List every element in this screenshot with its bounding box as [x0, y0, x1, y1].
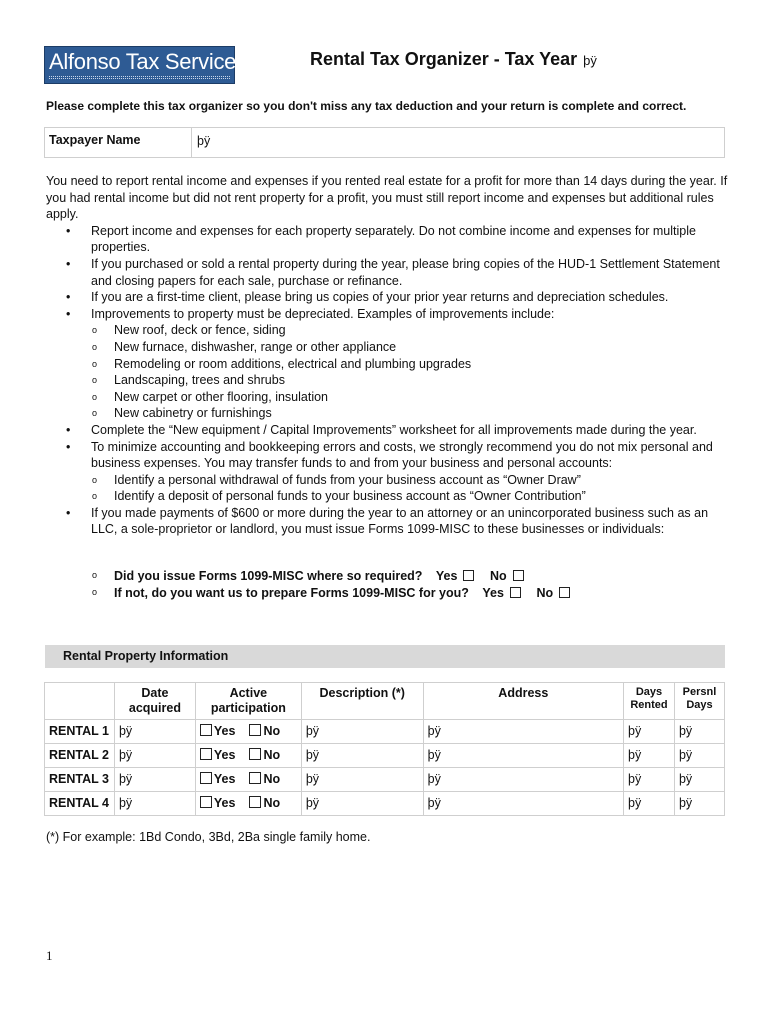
- section-header: [45, 645, 725, 668]
- days-rented-field[interactable]: þÿ: [624, 744, 675, 768]
- rental-property-table: [44, 682, 725, 816]
- date-acquired-field[interactable]: þÿ: [114, 792, 195, 816]
- address-field[interactable]: þÿ: [423, 720, 623, 744]
- yes-label: Yes: [435, 569, 458, 583]
- bullet-item: • Improvements to property must be depreciated. Examples of improvements include:: [46, 306, 736, 323]
- active-participation-cell: [195, 768, 301, 792]
- yes-checkbox[interactable]: [510, 587, 521, 598]
- active-participation-cell: [195, 720, 301, 744]
- no-label: No: [263, 748, 281, 762]
- bullet-item: • To minimize accounting and bookkeeping errors and costs, we strongly recommend you do not mix personal and business expenses. You may transfer funds to and from your business and personal accounts:: [46, 439, 736, 472]
- sub-bullet-item: o New roof, deck or fence, siding: [46, 322, 736, 339]
- header-address: Address: [423, 683, 623, 720]
- no-checkbox[interactable]: [559, 587, 570, 598]
- sub-bullet-marker: o: [92, 587, 98, 597]
- table-row: [45, 744, 725, 768]
- header-rental-label: [45, 683, 115, 720]
- rental-label: RENTAL 4: [45, 792, 115, 816]
- yes-label: Yes: [213, 772, 236, 786]
- footnote: (*) For example: 1Bd Condo, 3Bd, 2Ba single family home.: [46, 830, 371, 844]
- yes-checkbox[interactable]: [200, 748, 212, 760]
- table-row: [45, 792, 725, 816]
- no-checkbox[interactable]: [249, 724, 261, 736]
- section-title: Rental Property Information: [63, 649, 229, 663]
- page-title: [310, 49, 597, 70]
- no-label: No: [263, 796, 281, 810]
- days-rented-field[interactable]: þÿ: [624, 768, 675, 792]
- active-participation-cell: [195, 792, 301, 816]
- taxpayer-name-label: Taxpayer Name: [49, 133, 141, 147]
- company-logo: [44, 46, 235, 84]
- instructions: [46, 173, 736, 538]
- question-line: [114, 569, 536, 583]
- personal-days-field[interactable]: þÿ: [674, 720, 724, 744]
- description-field[interactable]: þÿ: [301, 768, 423, 792]
- table-row: [45, 720, 725, 744]
- table-header-row: [45, 683, 725, 720]
- no-label: No: [263, 724, 281, 738]
- sub-bullet-item: o Landscaping, trees and shrubs: [46, 372, 736, 389]
- header-days-rented: Days Rented: [624, 683, 675, 720]
- header-personal-days: Persnl Days: [674, 683, 724, 720]
- date-acquired-field[interactable]: þÿ: [114, 720, 195, 744]
- table-row: [45, 768, 725, 792]
- sub-bullet-item: o New carpet or other flooring, insulation: [46, 389, 736, 406]
- no-checkbox[interactable]: [249, 748, 261, 760]
- personal-days-field[interactable]: þÿ: [674, 768, 724, 792]
- taxpayer-row: [44, 127, 725, 158]
- question-line: [114, 586, 582, 600]
- rental-label: RENTAL 1: [45, 720, 115, 744]
- address-field[interactable]: þÿ: [423, 792, 623, 816]
- instructions-paragraph: You need to report rental income and expenses if you rented real estate for a profit for more than 14 days during the year. If you had rental income but did not rent property for a profit, you must still report income and expenses but additional rules apply.: [46, 174, 728, 222]
- header-active-participation: Active participation: [195, 683, 301, 720]
- days-rented-field[interactable]: þÿ: [624, 792, 675, 816]
- yes-checkbox[interactable]: [200, 772, 212, 784]
- no-checkbox[interactable]: [249, 772, 261, 784]
- yes-label: Yes: [213, 796, 236, 810]
- page-number: 1: [46, 948, 53, 963]
- taxpayer-divider: [191, 128, 192, 157]
- no-label: No: [489, 569, 507, 583]
- tax-year-field[interactable]: þÿ: [583, 53, 597, 68]
- no-checkbox[interactable]: [513, 570, 524, 581]
- bullet-item: • Complete the “New equipment / Capital Improvements” worksheet for all improvements made during the year.: [46, 422, 736, 439]
- active-participation-cell: [195, 744, 301, 768]
- description-field[interactable]: þÿ: [301, 792, 423, 816]
- rental-label: RENTAL 2: [45, 744, 115, 768]
- yes-label: Yes: [482, 586, 504, 600]
- question-text: If not, do you want us to prepare Forms 1099-MISC for you?: [114, 586, 469, 600]
- sub-bullet-item: o Remodeling or room additions, electrical and plumbing upgrades: [46, 356, 736, 373]
- sub-bullet-item: o Identify a deposit of personal funds to your business account as “Owner Contribution”: [46, 488, 736, 505]
- sub-bullet-item: o Identify a personal withdrawal of funds from your business account as “Owner Draw”: [46, 472, 736, 489]
- yes-checkbox[interactable]: [200, 796, 212, 808]
- no-label: No: [536, 586, 554, 600]
- description-field[interactable]: þÿ: [301, 744, 423, 768]
- personal-days-field[interactable]: þÿ: [674, 744, 724, 768]
- question-text: Did you issue Forms 1099-MISC where so required?: [114, 569, 423, 583]
- sub-bullet-marker: o: [92, 570, 98, 580]
- yes-checkbox[interactable]: [200, 724, 212, 736]
- taxpayer-name-field[interactable]: þÿ: [197, 134, 211, 148]
- sub-bullet-item: o New cabinetry or furnishings: [46, 405, 736, 422]
- date-acquired-field[interactable]: þÿ: [114, 768, 195, 792]
- bullet-item: • If you made payments of $600 or more during the year to an attorney or an unincorporated business such as an LLC, a sole-proprietor or landlord, you must issue Forms 1099-MISC to these businesses or individuals:: [46, 505, 736, 538]
- logo-decoration: [49, 76, 230, 79]
- header-date-acquired: Date acquired: [114, 683, 195, 720]
- logo-text: Alfonso Tax Service: [49, 49, 237, 74]
- days-rented-field[interactable]: þÿ: [624, 720, 675, 744]
- rental-label: RENTAL 3: [45, 768, 115, 792]
- yes-checkbox[interactable]: [463, 570, 474, 581]
- yes-label: Yes: [213, 748, 236, 762]
- yes-label: Yes: [213, 724, 236, 738]
- bullet-item: • If you purchased or sold a rental property during the year, please bring copies of the HUD-1 Settlement Statement and closing papers for each sale, purchase or refinance.: [46, 256, 736, 289]
- sub-bullet-item: o New furnace, dishwasher, range or other appliance: [46, 339, 736, 356]
- address-field[interactable]: þÿ: [423, 768, 623, 792]
- page-title-text: Rental Tax Organizer - Tax Year: [310, 49, 578, 69]
- description-field[interactable]: þÿ: [301, 720, 423, 744]
- header-description: Description (*): [301, 683, 423, 720]
- address-field[interactable]: þÿ: [423, 744, 623, 768]
- intro-text: Please complete this tax organizer so you don't miss any tax deduction and your return is complete and correct.: [46, 99, 687, 113]
- no-label: No: [263, 772, 281, 786]
- bullet-item: • If you are a first-time client, please bring us copies of your prior year returns and depreciation schedules.: [46, 289, 736, 306]
- personal-days-field[interactable]: þÿ: [674, 792, 724, 816]
- no-checkbox[interactable]: [249, 796, 261, 808]
- bullet-item: • Report income and expenses for each property separately. Do not combine income and expenses for multiple properties.: [46, 223, 736, 256]
- date-acquired-field[interactable]: þÿ: [114, 744, 195, 768]
